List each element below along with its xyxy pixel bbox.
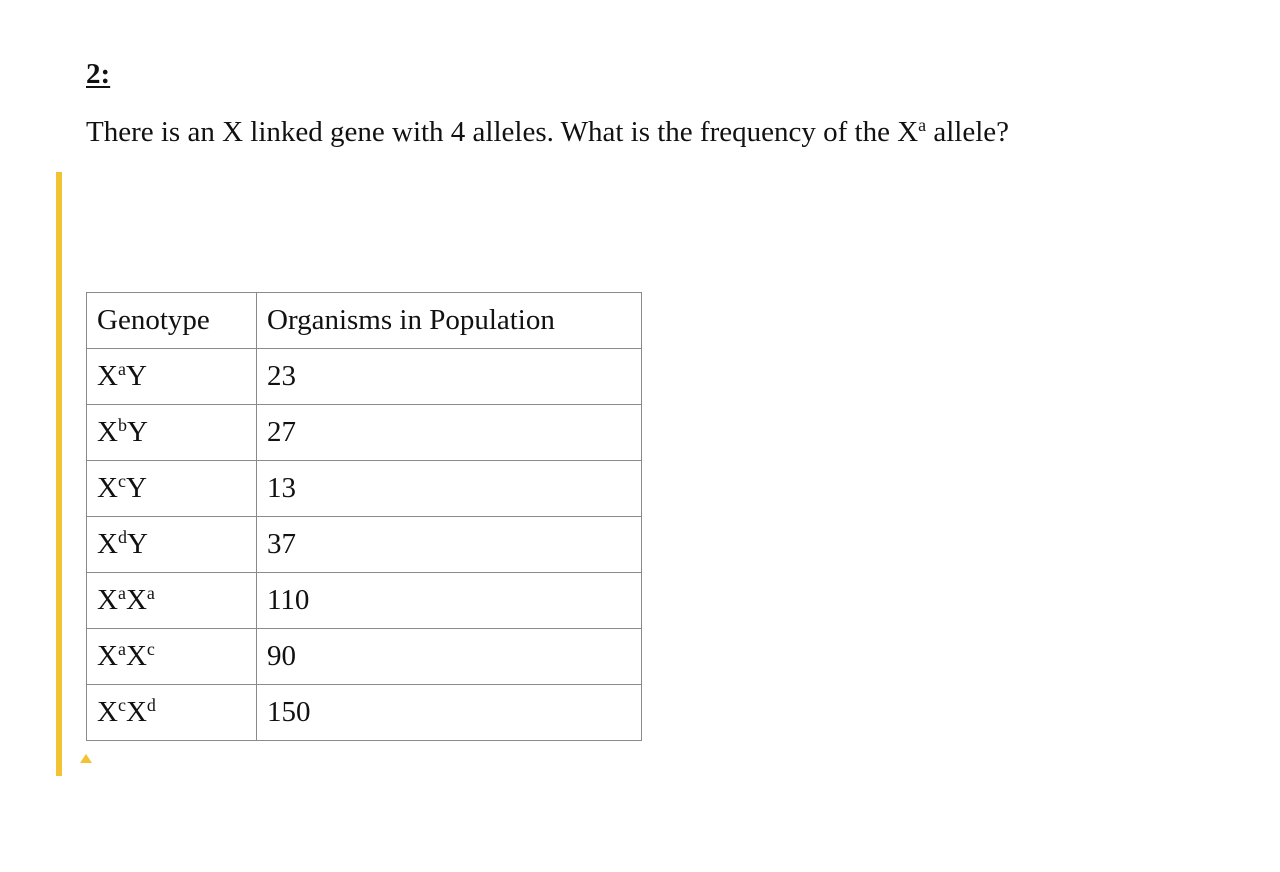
count-cell: 150 <box>257 685 642 741</box>
table-row <box>87 629 642 685</box>
margin-triangle-icon <box>80 754 92 763</box>
genotype-symbol: X <box>97 696 118 728</box>
count-cell: 13 <box>257 461 642 517</box>
genotype-table <box>86 292 642 741</box>
genotype-symbol: X <box>97 584 118 616</box>
genotype-superscript: a <box>146 583 155 604</box>
count-cell: 23 <box>257 349 642 405</box>
genotype-symbol: X <box>97 416 118 448</box>
table-header-genotype: Genotype <box>87 293 257 349</box>
table-row <box>87 573 642 629</box>
table-row <box>87 685 642 741</box>
genotype-symbol: X <box>97 360 118 392</box>
genotype-symbol: X <box>125 640 147 672</box>
margin-highlight-bar <box>56 172 62 776</box>
count-cell: 37 <box>257 517 642 573</box>
genotype-superscript: a <box>117 639 126 660</box>
table-row <box>87 461 642 517</box>
table-row <box>87 517 642 573</box>
count-cell: 110 <box>257 573 642 629</box>
genotype-superscript: d <box>146 695 156 716</box>
count-cell: 27 <box>257 405 642 461</box>
genotype-superscript: c <box>117 695 126 716</box>
genotype-symbol: Y <box>126 528 148 560</box>
question-text-superscript: a <box>918 115 927 136</box>
genotype-symbol: X <box>97 640 118 672</box>
genotype-superscript: c <box>146 639 155 660</box>
genotype-cell <box>87 573 257 629</box>
table-row <box>87 349 642 405</box>
question-text <box>86 114 1009 150</box>
genotype-cell <box>87 405 257 461</box>
genotype-superscript: c <box>117 471 126 492</box>
genotype-cell <box>87 349 257 405</box>
genotype-symbol: X <box>125 584 147 616</box>
question-text-part: allele? <box>926 116 1010 148</box>
table-header-count: Organisms in Population <box>257 293 642 349</box>
genotype-symbol: Y <box>126 416 148 448</box>
genotype-cell <box>87 517 257 573</box>
genotype-superscript: a <box>117 359 126 380</box>
genotype-symbol: Y <box>125 360 147 392</box>
table-row <box>87 405 642 461</box>
table-header-row <box>87 293 642 349</box>
genotype-symbol: X <box>97 528 118 560</box>
genotype-symbol: X <box>97 472 118 504</box>
question-text-part: There is an X linked gene with 4 alleles. What is the frequency of the X <box>86 116 919 148</box>
genotype-cell <box>87 685 257 741</box>
count-cell: 90 <box>257 629 642 685</box>
genotype-symbol: X <box>125 696 147 728</box>
question-number: 2: <box>86 58 111 90</box>
genotype-symbol: Y <box>125 472 147 504</box>
genotype-cell <box>87 629 257 685</box>
genotype-cell <box>87 461 257 517</box>
genotype-superscript: a <box>117 583 126 604</box>
genotype-superscript: d <box>117 527 127 548</box>
genotype-superscript: b <box>117 415 127 436</box>
